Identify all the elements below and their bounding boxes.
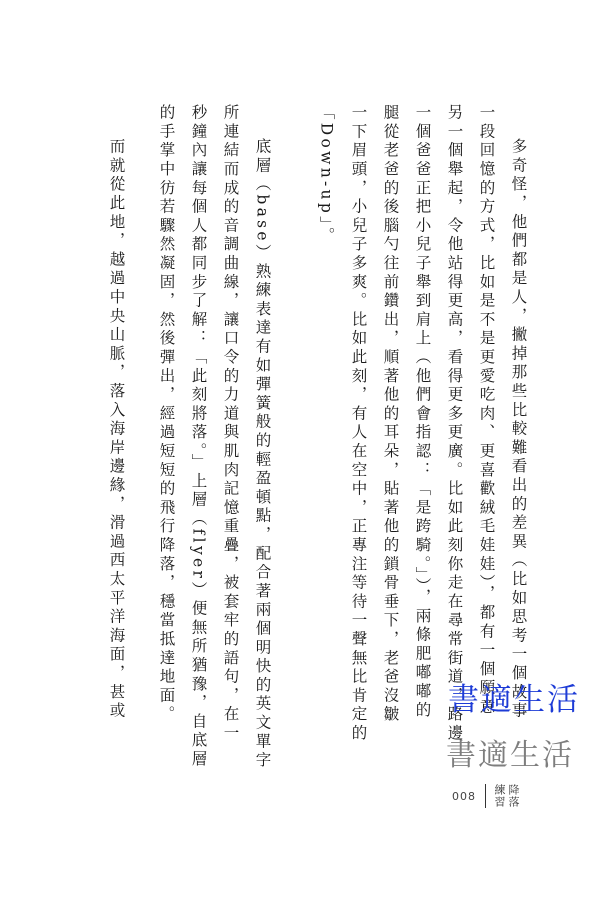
column-11: 的手掌中彷若驟然凝固，然後彈出，經過短短的飛行降落，穩當抵達地面。 [157, 104, 176, 725]
column-6: 一下眉頭，小兒子多爽。比如此刻，有人在空中，正專注等待一聲無比肯定的 [349, 104, 368, 744]
column-8: 底層（base）熟練表達有如彈簧般的輕盈頓點，配合著兩個明快的英文單字 [253, 138, 272, 771]
column-2: 一段回憶的方式，比如是不是更愛吃肉、更喜歡絨毛娃娃），都有一個願意 [477, 104, 496, 717]
running-head-title: 降落 [507, 784, 520, 808]
column-5: 腿從老爸的後腦勺往前鑽出，順著他的耳朵，貼著他的鎖骨垂下，老爸沒皺 [381, 104, 400, 725]
column-12: 而就從此地，越過中央山脈，落入海岸邊緣，滑過西太平洋海面，甚或 [107, 138, 126, 721]
footer-divider [485, 784, 486, 808]
column-10: 秒鐘內讓每個人都同步了解：「此刻將落。」上層（flyer）便無所猶豫，自底層 [189, 104, 208, 770]
running-head-subtitle: 練習 [493, 784, 506, 808]
column-9: 所連結而成的音調曲線，讓口令的力道與肌肉記憶重疊，被套牢的語句，在一 [221, 104, 240, 744]
page-number: 008 [452, 790, 476, 803]
column-3: 另一個舉起，令他站得更高，看得更多更廣。比如此刻你走在尋常街道，路邊 [445, 104, 464, 744]
column-1: 多奇怪，他們都是人，撇掉那些比較難看出的差異（比如思考一個故事 [509, 138, 528, 721]
watermark-blue: 書適生活 [448, 682, 580, 718]
watermark-gray: 書適生活 [446, 738, 574, 773]
column-7: 「Down-up」。 [317, 104, 336, 246]
column-4: 一個爸爸正把小兒子舉到肩上（他們會指認：「是跨騎。」），兩條肥嘟嘟的 [413, 104, 432, 720]
